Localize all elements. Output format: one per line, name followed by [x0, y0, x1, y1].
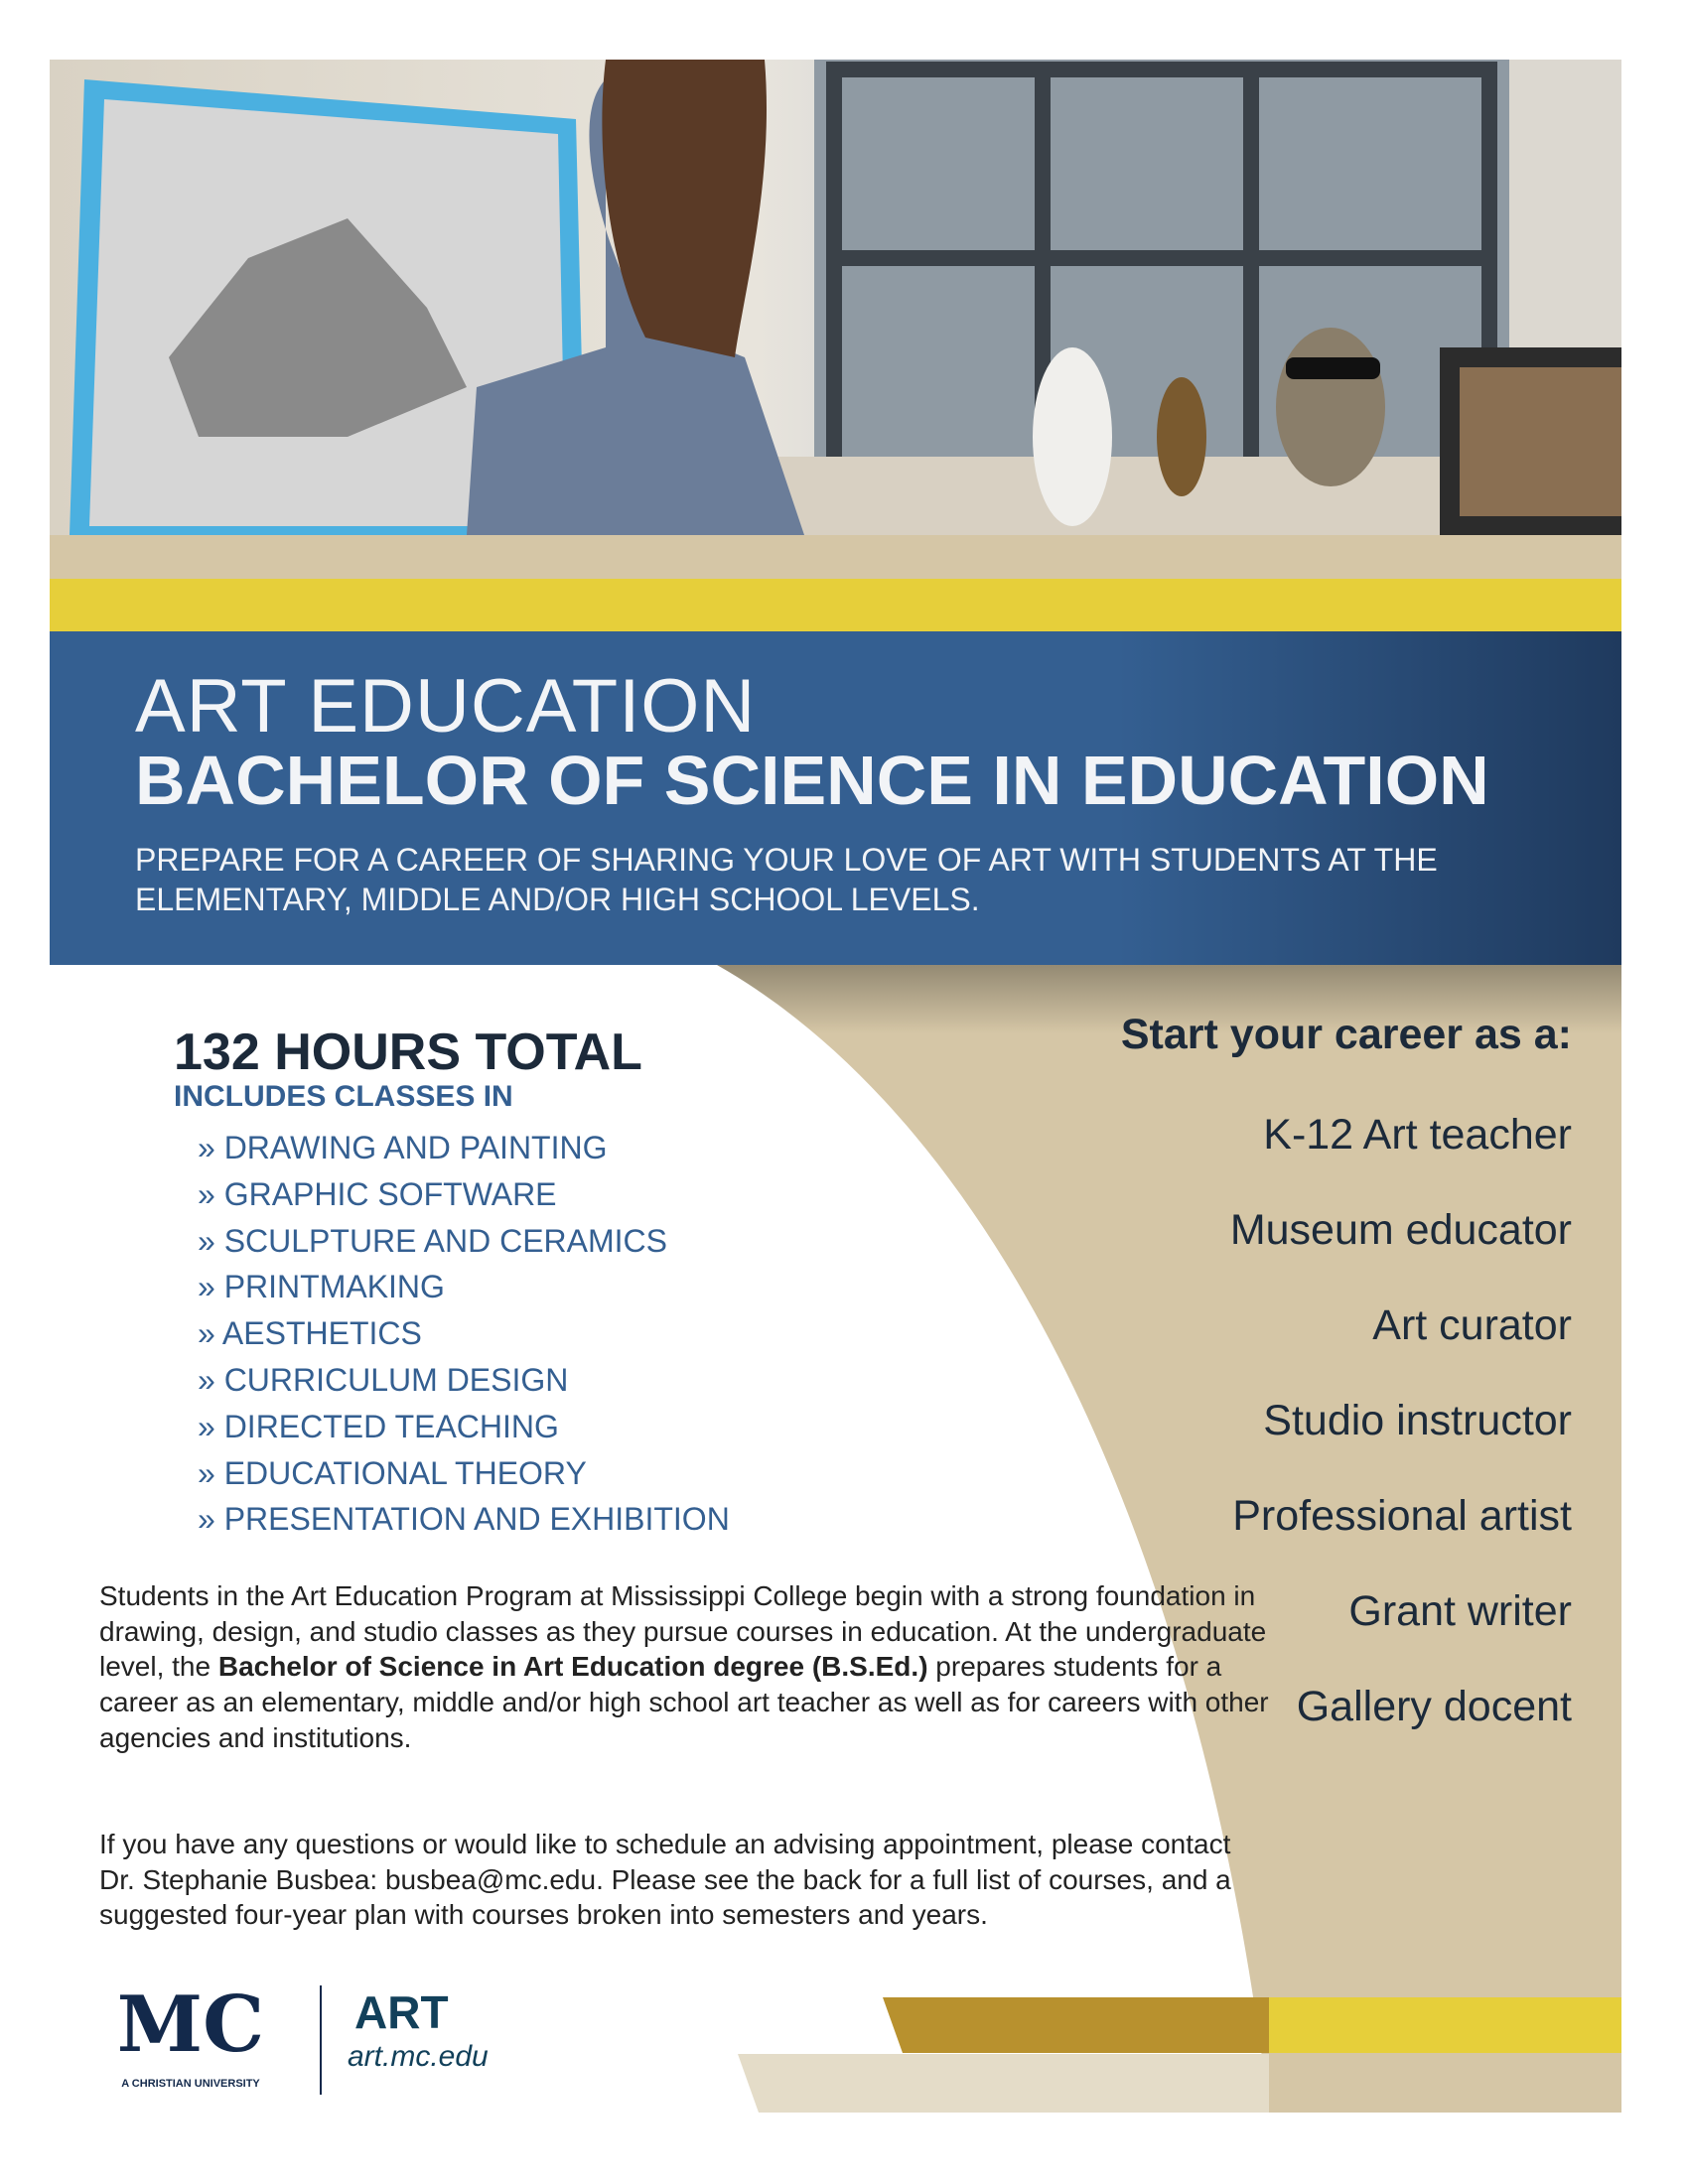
careers-heading: Start your career as a: [1120, 1011, 1572, 1058]
career-item: Studio instructor [1263, 1397, 1572, 1444]
page-title: ART EDUCATION [135, 664, 757, 749]
beige-stripe [738, 2054, 1269, 2113]
department-name: ART [354, 1986, 449, 2038]
description-text: Students in the Art Education Program at Mississippi College begin with a strong foundation in drawing, design, and studio classes as they pursue courses in education. At the undergraduate level, the [99, 1580, 1267, 1683]
class-item: » AESTHETICS [198, 1315, 422, 1352]
class-list [198, 1125, 730, 1543]
career-item: Museum educator [1229, 1206, 1572, 1254]
yellow-stripe [1269, 1997, 1621, 2053]
career-list [1230, 1107, 1572, 1774]
mc-monogram-icon: MC [116, 1979, 265, 2070]
website-link[interactable]: art.mc.edu [348, 2040, 489, 2073]
class-item: » SCULPTURE AND CERAMICS [198, 1222, 667, 1259]
class-item: » PRINTMAKING [198, 1269, 445, 1305]
description-text: prepares students for a career as an elementary, middle and/or high school art teacher as well as for careers with other agencies and institutions. [99, 1651, 1269, 1753]
career-item: K-12 Art teacher [1263, 1111, 1572, 1159]
total-hours: 132 HOURS TOTAL [174, 1024, 642, 1081]
gold-stripe [883, 1997, 1269, 2053]
mc-logo [111, 1980, 270, 2090]
class-item: » PRESENTATION AND EXHIBITION [198, 1501, 730, 1538]
degree-name: Bachelor of Science in Art Education degree (B.S.Ed.) [217, 1651, 928, 1683]
program-description [99, 1578, 1271, 1756]
class-item: » DIRECTED TEACHING [198, 1408, 559, 1444]
logo-divider [320, 1985, 322, 2095]
career-item: Gallery docent [1296, 1683, 1572, 1730]
class-item: » EDUCATIONAL THEORY [198, 1454, 587, 1491]
degree-title: BACHELOR OF SCIENCE IN EDUCATION [135, 742, 1489, 819]
class-item: » DRAWING AND PAINTING [198, 1130, 608, 1165]
subtitle: PREPARE FOR A CAREER OF SHARING YOUR LOVE OF ART WITH STUDENTS AT THE ELEMENTARY, MIDDLE AND/OR HIGH SCHOOL LEVELS. [135, 842, 1438, 917]
logo-tagline: A CHRISTIAN UNIVERSITY [121, 2078, 260, 2090]
career-item: Grant writer [1348, 1587, 1572, 1635]
contact-paragraph: If you have any questions or would like to schedule an advising appointment, please contact Dr. Stephanie Busbea: busbea@mc.edu. Please see the back for a full list of courses, and a suggested four-year plan with courses broken into semesters and years. [99, 1829, 1231, 1931]
career-item: Professional artist [1232, 1492, 1572, 1540]
class-item: » CURRICULUM DESIGN [198, 1361, 569, 1398]
includes-label: INCLUDES CLASSES IN [174, 1080, 513, 1113]
class-item: » GRAPHIC SOFTWARE [198, 1175, 557, 1212]
career-item: Art curator [1372, 1301, 1572, 1349]
